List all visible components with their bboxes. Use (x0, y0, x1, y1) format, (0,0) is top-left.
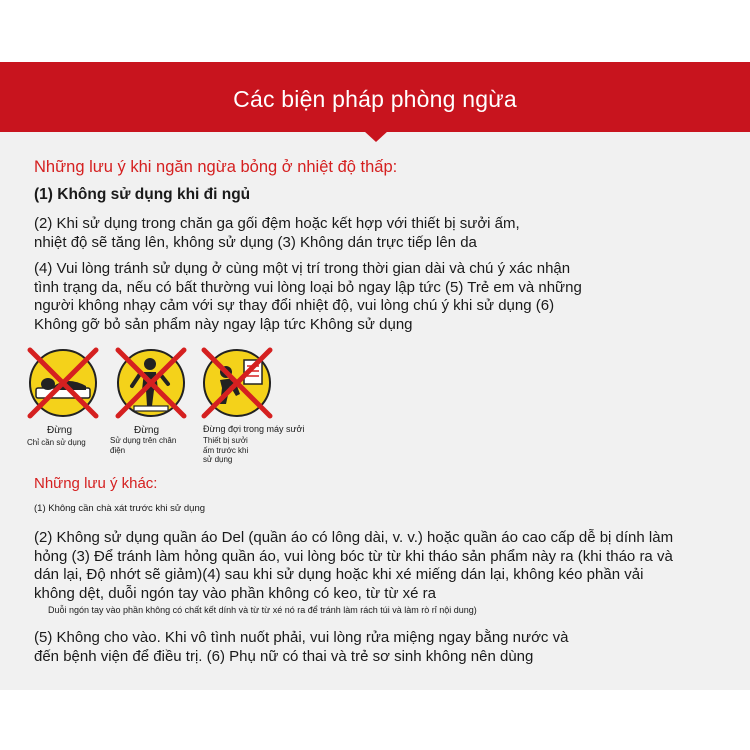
text-line: người không nhạy cảm với sự thay đổi nhiệt độ, vui lòng chú ý khi sử dụng (6) (34, 297, 555, 314)
icon2-title: Đừng (134, 425, 160, 436)
section1-heading: Những lưu ý khi ngăn ngừa bỏng ở nhiệt độ thấp: (34, 158, 398, 176)
section1-item4 (34, 260, 582, 334)
banner-notch (364, 131, 388, 142)
no-sleeping-icon (26, 346, 100, 420)
section2-note: Duỗi ngón tay vào phần không có chất kết dính và từ từ xé nó ra để tránh làm rách túi và làm rò rỉ nội dung) (48, 605, 477, 615)
text-line: dán lại, Độ nhớt sẽ giảm)(4) sau khi sử dụng hoặc khi xé miếng dán lại, không kéo phần vải (34, 566, 644, 583)
caption-line: ấm trước khi (203, 445, 249, 455)
section2-heading: Những lưu ý khác: (34, 475, 158, 492)
caption-line: Sử dụng trên chân (110, 436, 177, 445)
icon2-caption (110, 436, 176, 455)
page-title: Các biện pháp phòng ngừa (233, 86, 517, 112)
text-line: (5) Không cho vào. Khi vô tình nuốt phải, vui lòng rửa miệng ngay bằng nước và (34, 629, 569, 646)
icon3-title: Đừng đợi trong máy sưởi (203, 424, 305, 434)
section2-item5 (34, 629, 568, 666)
text-line: nhiệt độ sẽ tăng lên, không sử dụng (3) Không dán trực tiếp lên da (34, 233, 477, 251)
caption-line: Thiết bị sưởi (203, 436, 248, 445)
text-line: (4) Vui lòng tránh sử dụng ở cùng một vị trí trong thời gian dài và chú ý xác nhận (34, 260, 571, 277)
no-heater-icon (200, 346, 274, 420)
no-standing-icon (114, 346, 188, 420)
section1-item2 (34, 215, 520, 252)
section2-item2 (34, 529, 673, 603)
icon3-caption (203, 436, 248, 465)
text-line: hỏng (3) Để tránh làm hỏng quần áo, vui lòng bóc từ từ khi tháo sản phẩm này ra (khi tháo ra và (34, 547, 673, 565)
text-line: Không gỡ bỏ sản phẩm này ngay lập tức Không sử dụng (34, 315, 413, 333)
text-line: (2) Không sử dụng quần áo Del (quần áo có lông dài, v. v.) hoặc quần áo cao cấp dễ bị dính làm (34, 529, 674, 546)
text-line: không dệt, duỗi ngón tay vào phần không có keo, từ từ xé ra (34, 584, 437, 602)
section1-item1: (1) Không sử dụng khi đi ngủ (34, 186, 251, 203)
icon1-title: Đừng (47, 425, 73, 436)
text-line: tình trạng da, nếu có bất thường vui lòng loại bỏ ngay lập tức (5) Trẻ em và những (34, 278, 582, 296)
caption-line: sử dụng (203, 455, 233, 464)
caption-line: điện (110, 445, 126, 455)
text-line: đến bệnh viện để điều trị. (6) Phụ nữ có thai và trẻ sơ sinh không nên dùng (34, 647, 534, 665)
text-line: (2) Khi sử dụng trong chăn ga gối đệm hoặc kết hợp với thiết bị sưởi ấm, (34, 215, 520, 232)
section2-item1: (1) Không cần chà xát trước khi sử dụng (34, 503, 206, 514)
icon1-caption: Chỉ cần sử dụng (27, 438, 86, 447)
